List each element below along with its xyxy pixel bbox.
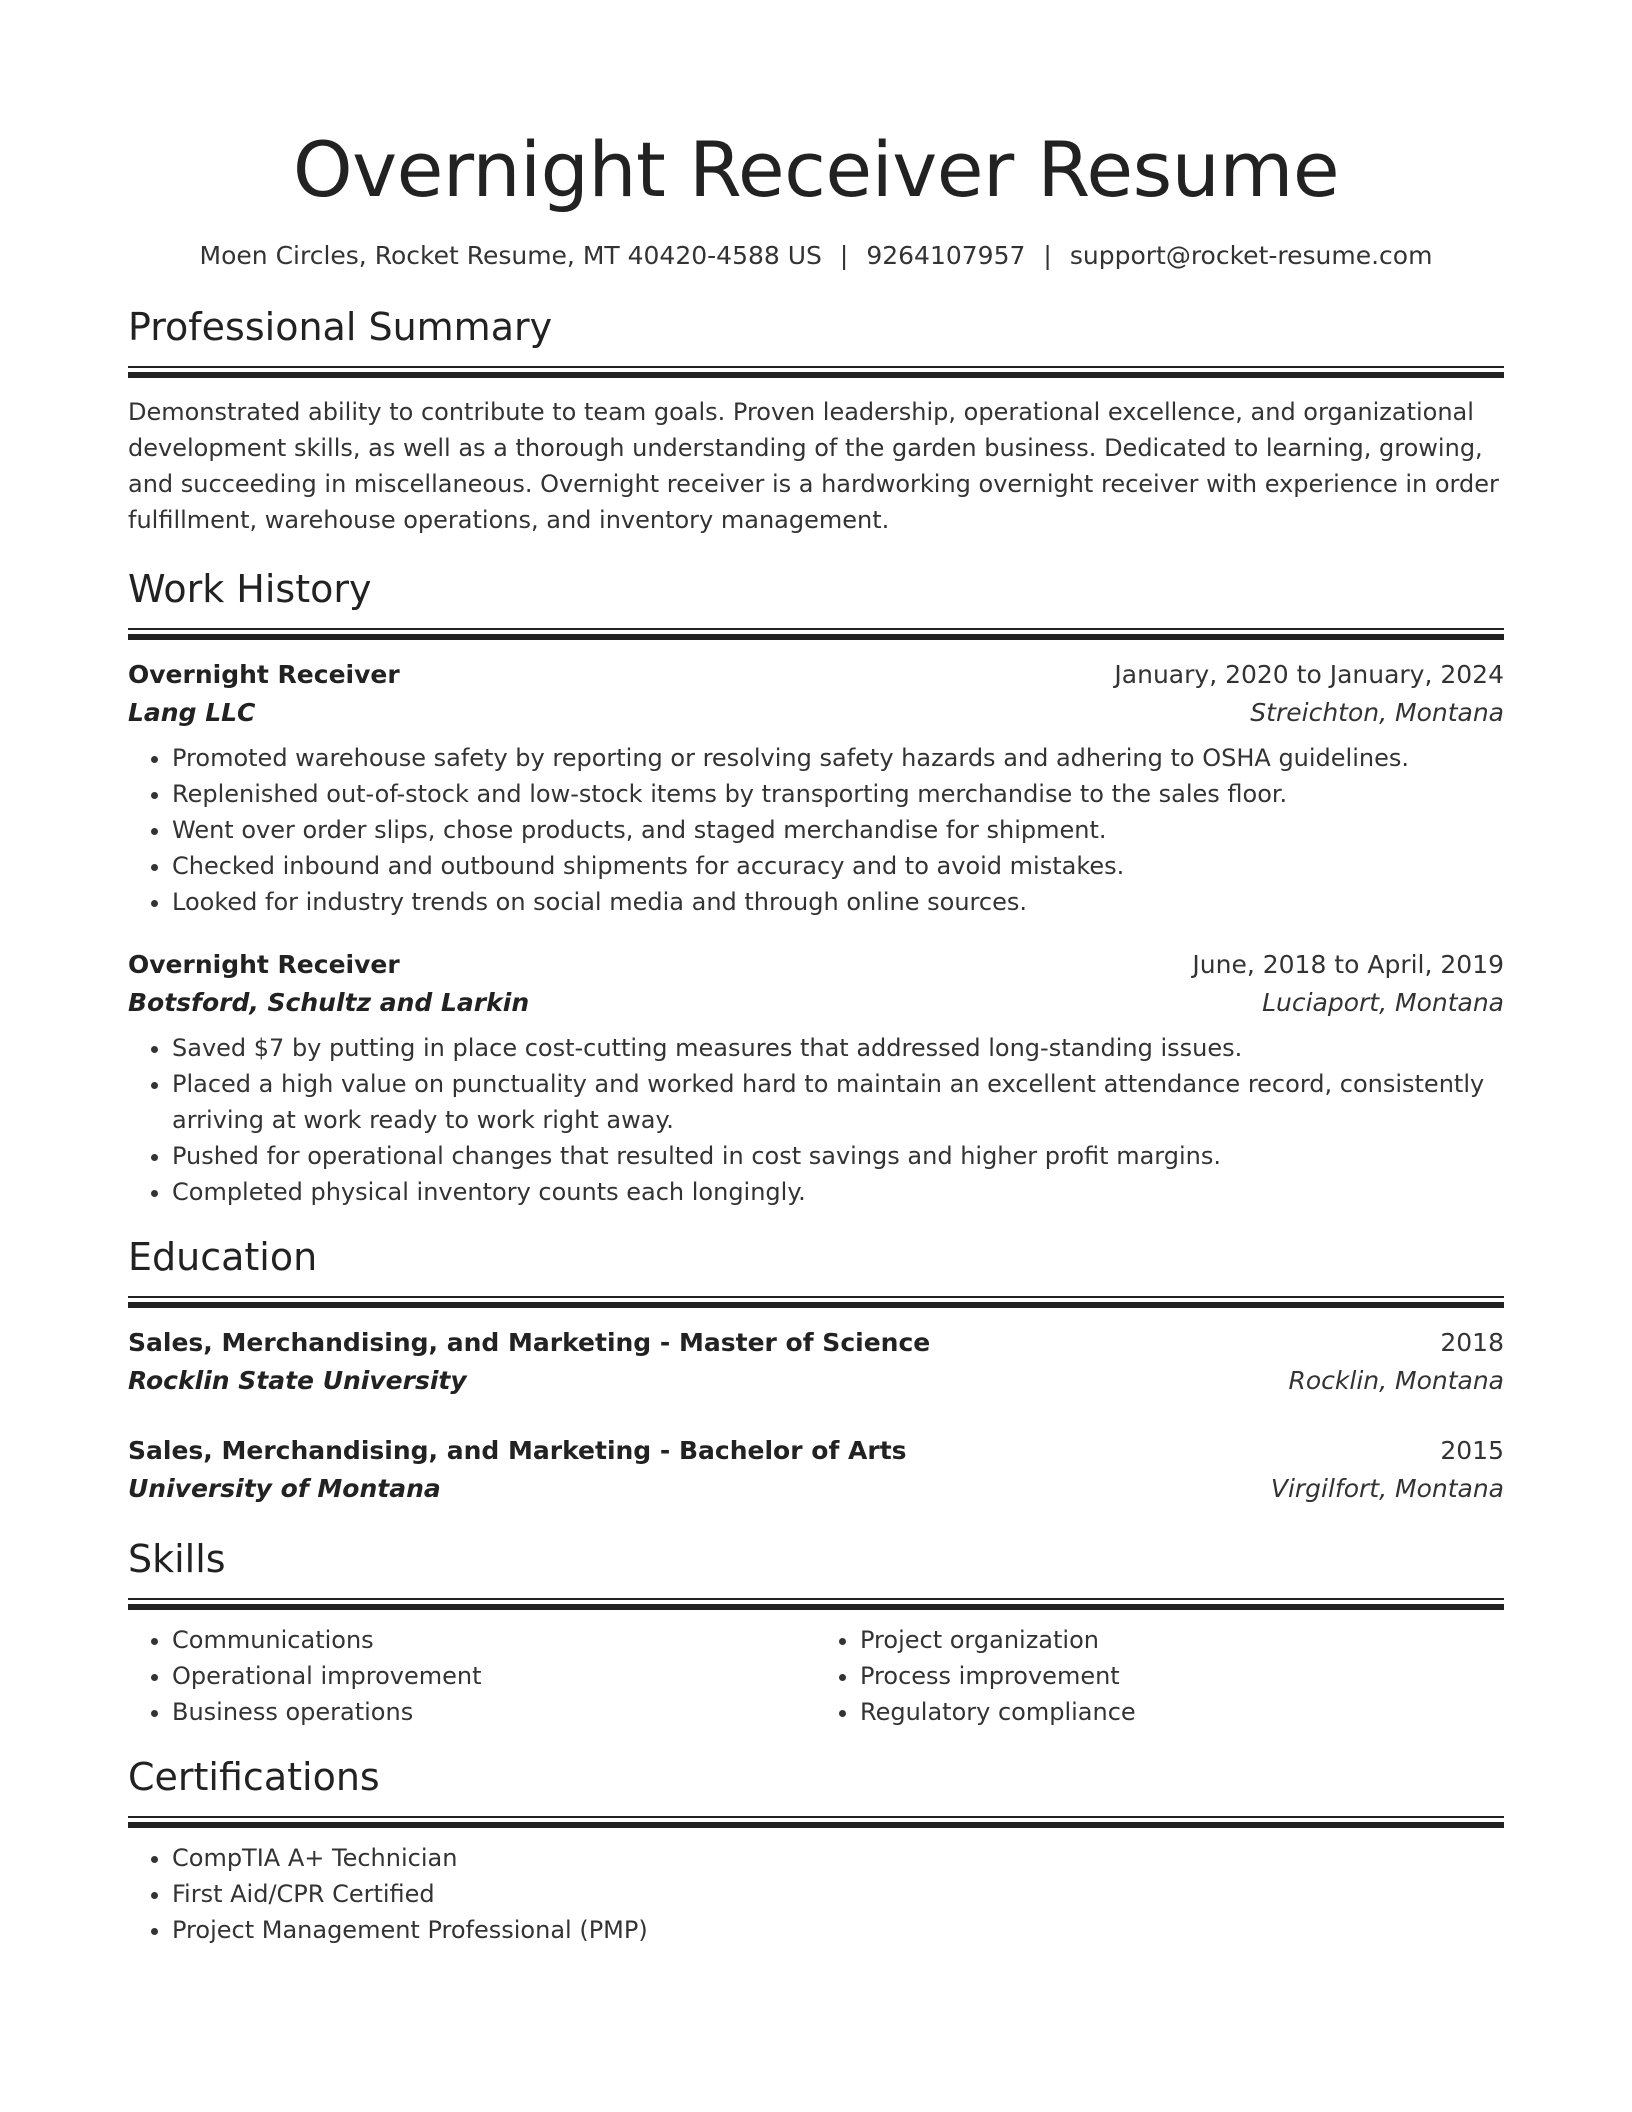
skills-section bbox=[128, 1534, 1504, 1730]
list-item: • Project organization bbox=[860, 1622, 1504, 1658]
job-company-row bbox=[128, 984, 1504, 1022]
job-location: Luciaport, Montana bbox=[1262, 988, 1504, 1017]
education-degree: Sales, Merchandising, and Marketing - Bachelor of Arts bbox=[128, 1436, 907, 1465]
list-item: • First Aid/CPR Certified bbox=[172, 1876, 1504, 1912]
job-bullets bbox=[128, 740, 1504, 920]
job-title: Overnight Receiver bbox=[128, 660, 400, 689]
skills-column-right bbox=[816, 1622, 1504, 1730]
contact-address: Moen Circles, Rocket Resume, MT 40420-4588 US bbox=[199, 241, 822, 270]
job-bullets bbox=[128, 1030, 1504, 1210]
job-dates: January, 2020 to January, 2024 bbox=[1114, 660, 1504, 689]
list-item: • Looked for industry trends on social media and through online sources. bbox=[172, 884, 1504, 920]
list-item: • Went over order slips, chose products, and staged merchandise for shipment. bbox=[172, 812, 1504, 848]
list-item: • Completed physical inventory counts each longingly. bbox=[172, 1174, 1504, 1210]
education-header-row bbox=[128, 1432, 1504, 1470]
list-item: • Replenished out-of-stock and low-stock items by transporting merchandise to the sales floor. bbox=[172, 776, 1504, 812]
list-item: • Process improvement bbox=[860, 1658, 1504, 1694]
list-item: • Placed a high value on punctuality and worked hard to maintain an excellent attendance record, consistently arriving at work ready to work right away. bbox=[172, 1066, 1504, 1138]
list-item: • Operational improvement bbox=[172, 1658, 816, 1694]
section-divider bbox=[128, 366, 1504, 378]
job-entry bbox=[128, 946, 1504, 1210]
education-degree: Sales, Merchandising, and Marketing - Master of Science bbox=[128, 1328, 931, 1357]
list-item: • Pushed for operational changes that resulted in cost savings and higher profit margins. bbox=[172, 1138, 1504, 1174]
education-location: Rocklin, Montana bbox=[1288, 1366, 1504, 1395]
resume-title: Overnight Receiver Resume bbox=[292, 125, 1340, 214]
list-item: • Project Management Professional (PMP) bbox=[172, 1912, 1504, 1948]
contact-separator: | bbox=[839, 241, 849, 270]
job-header-row bbox=[128, 946, 1504, 984]
list-item: • Communications bbox=[172, 1622, 816, 1658]
section-heading-summary: Professional Summary bbox=[128, 305, 553, 349]
education-school-row bbox=[128, 1470, 1504, 1508]
contact-separator: | bbox=[1043, 241, 1052, 270]
education-school: University of Montana bbox=[128, 1474, 441, 1503]
job-company: Lang LLC bbox=[128, 698, 256, 727]
certifications-list bbox=[128, 1840, 1504, 1948]
list-item: • Business operations bbox=[172, 1694, 816, 1730]
job-title: Overnight Receiver bbox=[128, 950, 400, 979]
education-school-row bbox=[128, 1362, 1504, 1400]
job-company: Botsford, Schultz and Larkin bbox=[128, 988, 530, 1017]
list-item: • Checked inbound and outbound shipments for accuracy and to avoid mistakes. bbox=[172, 848, 1504, 884]
education-school: Rocklin State University bbox=[128, 1366, 467, 1395]
contact-line bbox=[128, 240, 1504, 272]
contact-email: support@rocket-resume.com bbox=[1069, 241, 1433, 270]
certifications-section bbox=[128, 1752, 1504, 1948]
contact-phone: 9264107957 bbox=[866, 241, 1026, 270]
education-section bbox=[128, 1232, 1504, 1508]
work-section bbox=[128, 564, 1504, 1210]
list-item: • Saved $7 by putting in place cost-cutting measures that addressed long-standing issues. bbox=[172, 1030, 1504, 1066]
skills-column-left bbox=[128, 1622, 816, 1730]
section-heading-certifications: Certifications bbox=[128, 1755, 380, 1799]
education-year: 2015 bbox=[1440, 1436, 1504, 1465]
job-dates: June, 2018 to April, 2019 bbox=[1192, 950, 1504, 979]
job-header-row bbox=[128, 656, 1504, 694]
section-heading-work: Work History bbox=[128, 567, 372, 611]
education-entry bbox=[128, 1432, 1504, 1508]
summary-section bbox=[128, 302, 1504, 538]
section-divider bbox=[128, 1296, 1504, 1308]
section-divider bbox=[128, 628, 1504, 640]
skills-columns bbox=[128, 1622, 1504, 1730]
education-year: 2018 bbox=[1440, 1328, 1504, 1357]
section-heading-education: Education bbox=[128, 1235, 318, 1279]
resume-page bbox=[128, 0, 1504, 1948]
education-entry bbox=[128, 1324, 1504, 1400]
job-company-row bbox=[128, 694, 1504, 732]
list-item: • Promoted warehouse safety by reporting or resolving safety hazards and adhering to OSHA guidelines. bbox=[172, 740, 1504, 776]
section-divider bbox=[128, 1598, 1504, 1610]
list-item: • Regulatory compliance bbox=[860, 1694, 1504, 1730]
job-location: Streichton, Montana bbox=[1250, 698, 1504, 727]
education-location: Virgilfort, Montana bbox=[1270, 1474, 1504, 1503]
job-entry bbox=[128, 656, 1504, 920]
summary-text: Demonstrated ability to contribute to team goals. Proven leadership, operational excellence, and organizational development skills, as well as a thorough understanding of the garden business. Dedicated to learning, growing, and succeeding in miscellaneous. Overnight receiver is a hardworking overnight receiver with experience in order fulfillment, warehouse operations, and inventory management. bbox=[128, 398, 1499, 534]
list-item: • CompTIA A+ Technician bbox=[172, 1840, 1504, 1876]
section-divider bbox=[128, 1816, 1504, 1828]
section-heading-skills: Skills bbox=[128, 1537, 226, 1581]
education-header-row bbox=[128, 1324, 1504, 1362]
